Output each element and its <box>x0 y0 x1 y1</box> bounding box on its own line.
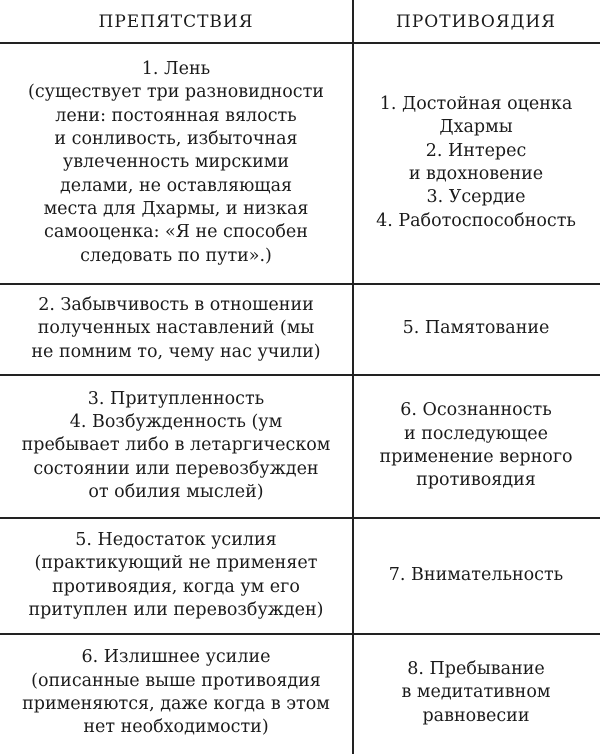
antidote-line: 5. Памятование <box>402 318 550 339</box>
antidote-line: 1. Достойная оценка <box>379 94 573 115</box>
obstacle-cell-1 <box>0 43 352 283</box>
obstacle-line: нет необходимости) <box>83 717 269 738</box>
obstacle-cell-5 <box>0 634 352 752</box>
header-antidotes: ПРОТИВОЯДИЯ <box>396 11 556 32</box>
obstacle-line: (существует три разновидности <box>28 82 324 103</box>
obstacle-line: лени: постоянная вялость <box>55 105 297 126</box>
obstacle-line: следовать по пути».) <box>80 245 272 266</box>
antidote-cell-4 <box>352 518 600 633</box>
antidote-line: равновесии <box>422 705 530 726</box>
obstacle-line: от обилия мыслей) <box>88 481 264 502</box>
obstacle-line: самооценка: «Я не способен <box>44 222 308 243</box>
obstacle-line: (описанные выше противоядия <box>31 670 321 691</box>
antidote-cell-5 <box>352 634 600 752</box>
antidote-line: Дхармы <box>439 117 513 138</box>
antidote-cell-3 <box>352 375 600 517</box>
antidote-line: и последующее <box>404 423 548 444</box>
antidote-line: 3. Усердие <box>426 187 526 208</box>
antidote-line: и вдохновение <box>408 164 544 184</box>
obstacle-line: и сонливость, избыточная <box>54 129 298 150</box>
antidote-cell-2 <box>352 284 600 374</box>
obstacle-line: (практикующий не применяет <box>34 553 318 574</box>
obstacle-cell-2 <box>0 284 352 374</box>
obstacle-line: увлеченность мирскими <box>62 152 290 173</box>
antidote-line: 4. Работоспособность <box>376 210 576 231</box>
obstacle-line: пребывает либо в летаргическом <box>21 435 331 456</box>
obstacle-line: 2. Забывчивость в отношении <box>38 295 314 316</box>
obstacle-line: 6. Излишнее усилие <box>81 647 271 668</box>
antidote-line: 2. Интерес <box>425 140 527 161</box>
obstacle-line: 5. Недостаток усилия <box>75 529 277 550</box>
antidote-line: противоядия <box>416 470 536 491</box>
obstacle-line: места для Дхармы, и низкая <box>43 198 309 219</box>
antidote-line: применение верного <box>379 447 573 467</box>
obstacle-line: 4. Возбужденность (ум <box>69 412 283 433</box>
antidote-line: 8. Пребывание <box>407 659 545 680</box>
obstacle-line: состоянии или перевозбужден <box>33 458 319 479</box>
obstacle-line: делами, не оставляющая <box>59 175 293 196</box>
header-obstacles: ПРЕПЯТСТВИЯ <box>98 11 254 32</box>
obstacle-line: 1. Лень <box>141 59 211 80</box>
antidote-line: 7. Внимательность <box>388 564 564 585</box>
obstacle-line: не помним то, чему нас учили) <box>31 341 321 362</box>
obstacle-line: применяются, даже когда в этом <box>22 694 330 714</box>
antidote-line: в медитативном <box>401 682 551 703</box>
antidote-cell-1 <box>352 43 600 283</box>
obstacle-line: противоядия, когда ум его <box>52 576 300 597</box>
antidote-line: 6. Осознанность <box>400 400 552 421</box>
obstacle-cell-4 <box>0 518 352 633</box>
obstacle-line: 3. Притупленность <box>87 388 265 409</box>
obstacle-cell-3 <box>0 375 352 517</box>
obstacle-line: притуплен или перевозбужден) <box>28 599 324 620</box>
obstacle-line: полученных наставлений (мы <box>37 318 315 339</box>
